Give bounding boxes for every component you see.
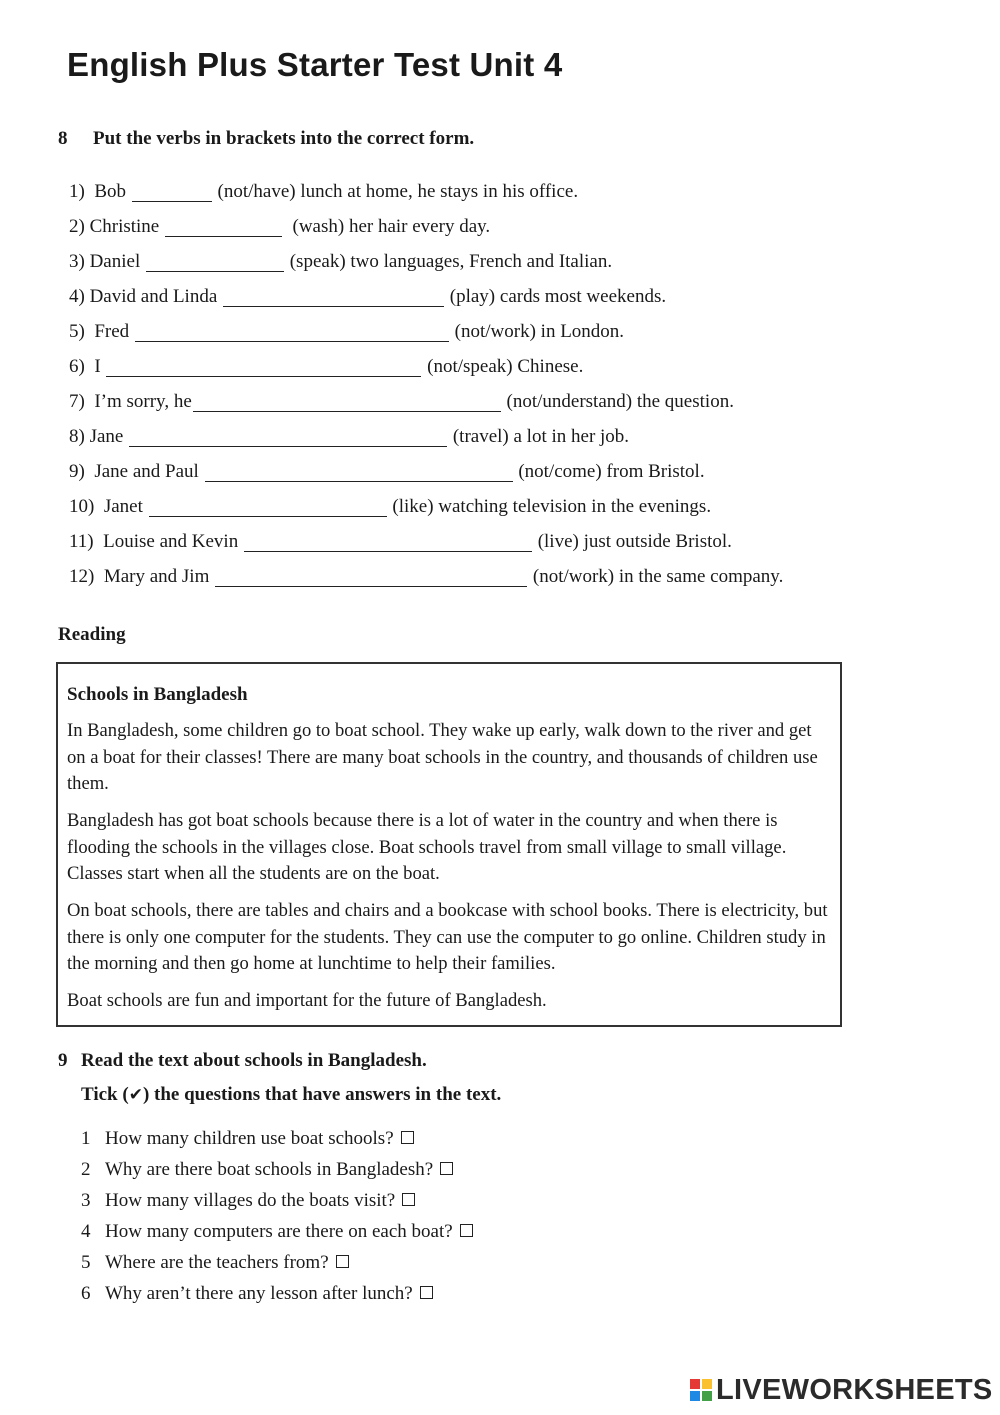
tick-checkbox[interactable] xyxy=(336,1255,349,1268)
reading-paragraph: Bangladesh has got boat schools because there is a lot of water in the country and when there is flooding the schools in the villages close. Boat schools travel from small village to small village. Classes start when all the students are on the boat. xyxy=(67,810,787,884)
answer-input[interactable] xyxy=(129,430,447,447)
answer-input[interactable] xyxy=(165,220,282,237)
list-item: 2) Christine (wash) her hair every day. xyxy=(69,216,491,237)
tick-checkbox[interactable] xyxy=(402,1193,415,1206)
list-item: 4 How many computers are there on each boat? xyxy=(81,1221,473,1243)
exercise-instruction: Read the text about schools in Bangladesh. xyxy=(81,1050,427,1071)
list-item: 7) I’m sorry, he (not/understand) the question. xyxy=(69,391,734,412)
reading-label: Reading xyxy=(58,624,126,645)
reading-paragraph: On boat schools, there are tables and chairs and a bookcase with school books. There is electricity, but there is only one computer for the students. They can use the computer to go online. Children study in the morning and then go home at lunchtime to help their families. xyxy=(67,900,828,974)
reading-paragraph: Boat schools are fun and important for the future of Bangladesh. xyxy=(67,990,547,1011)
tick-checkbox[interactable] xyxy=(460,1224,473,1237)
list-item: 6) I (not/speak) Chinese. xyxy=(69,356,584,377)
logo-text: LIVEWORKSHEETS xyxy=(716,1373,993,1406)
list-item: 12) Mary and Jim (not/work) in the same company. xyxy=(69,566,784,587)
logo-blocks-icon xyxy=(690,1379,712,1401)
tick-instruction: Tick (✔) the questions that have answers in the text. xyxy=(81,1084,502,1105)
reading-title: Schools in Bangladesh xyxy=(67,684,248,705)
answer-input[interactable] xyxy=(215,570,527,587)
exercise-instruction: Put the verbs in brackets into the correct form. xyxy=(93,128,475,149)
reading-paragraph: In Bangladesh, some children go to boat school. They wake up early, walk down to the river and get on a boat for their classes! There are many boat schools in the country, and thousands of children use them. xyxy=(67,720,818,794)
list-item: 1) Bob (not/have) lunch at home, he stays in his office. xyxy=(69,181,579,202)
list-item: 1 How many children use boat schools? xyxy=(81,1128,414,1150)
logo-block xyxy=(702,1379,712,1389)
liveworksheets-logo xyxy=(690,1372,993,1408)
answer-input[interactable] xyxy=(149,500,387,517)
list-item: 5) Fred (not/work) in London. xyxy=(69,321,625,342)
list-item: 8) Jane (travel) a lot in her job. xyxy=(69,426,630,447)
list-item: 5 Where are the teachers from? xyxy=(81,1252,349,1274)
exercise-9-heading xyxy=(58,1050,427,1072)
tick-checkbox[interactable] xyxy=(401,1131,414,1144)
logo-block xyxy=(702,1391,712,1401)
list-item: 11) Louise and Kevin (live) just outside Bristol. xyxy=(69,531,732,552)
answer-input[interactable] xyxy=(193,395,501,412)
answer-input[interactable] xyxy=(223,290,444,307)
exercise-8-heading xyxy=(58,128,474,150)
list-item: 10) Janet (like) watching television in the evenings. xyxy=(69,496,712,517)
answer-input[interactable] xyxy=(146,255,284,272)
exercise-number: 9 xyxy=(58,1050,68,1071)
list-item: 6 Why aren’t there any lesson after lunch? xyxy=(81,1283,433,1305)
list-item: 4) David and Linda (play) cards most weekends. xyxy=(69,286,667,307)
answer-input[interactable] xyxy=(244,535,532,552)
list-item: 3) Daniel (speak) two languages, French and Italian. xyxy=(69,251,613,272)
check-icon: ✔ xyxy=(128,1085,143,1105)
list-item: 2 Why are there boat schools in Bangladesh? xyxy=(81,1159,453,1181)
reading-text-box xyxy=(56,662,842,1027)
page-title: English Plus Starter Test Unit 4 xyxy=(67,46,563,83)
answer-input[interactable] xyxy=(205,465,513,482)
answer-input[interactable] xyxy=(106,360,421,377)
answer-input[interactable] xyxy=(132,185,212,202)
logo-block xyxy=(690,1379,700,1389)
list-item: 3 How many villages do the boats visit? xyxy=(81,1190,415,1212)
list-item: 9) Jane and Paul (not/come) from Bristol. xyxy=(69,461,705,482)
logo-block xyxy=(690,1391,700,1401)
tick-checkbox[interactable] xyxy=(440,1162,453,1175)
tick-checkbox[interactable] xyxy=(420,1286,433,1299)
answer-input[interactable] xyxy=(135,325,449,342)
exercise-number: 8 xyxy=(58,128,68,149)
